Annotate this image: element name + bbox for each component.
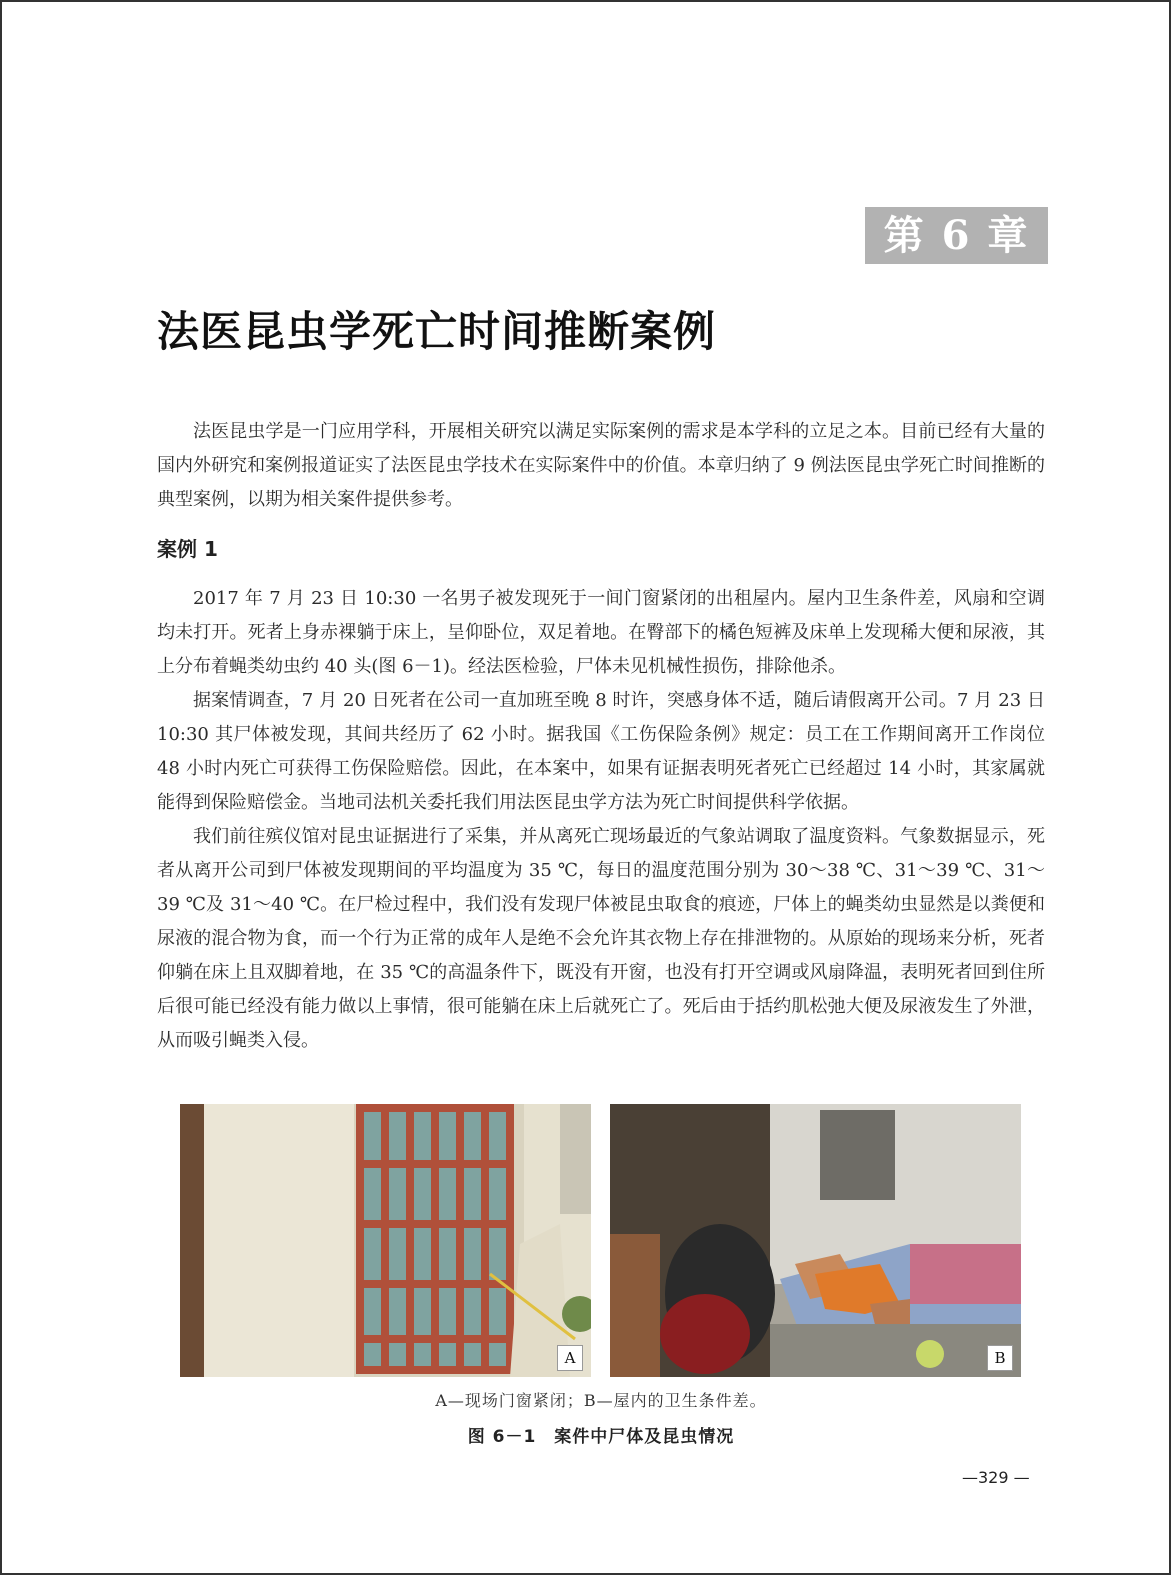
case-heading: 案例 1 [157,537,218,561]
intro-paragraph: 法医昆虫学是一门应用学科，开展相关研究以满足实际案例的需求是本学科的立足之本。目前已经有大量的国内外研究和案例报道证实了法医昆虫学技术在实际案件中的价值。本章归纳了 9 例法医昆虫学死亡时间推断的典型案例，以期为相关案件提供参考。 [157,421,1045,510]
chapter-title: 法医昆虫学死亡时间推断案例 [157,307,717,356]
case-paragraph: 据案情调查，7 月 20 日死者在公司一直加班至晚 8 时许，突感身体不适，随后请假离开公司。7 月 23 日 10:30 其尸体被发现，其间共经历了 62 小时。据我国《工伤保险条例》规定：员工在工作期间离开工作岗位 48 小时内死亡可获得工伤保险赔偿。因此，在本案中，如果有证据表明死者死亡已经超过 14 小时，其家属就能得到保险赔偿金。当地司法机关委托我们用法医昆虫学方法为死亡时间提供科学依据。 [157,690,1045,813]
figure-title: 图 6－1 案件中尸体及昆虫情况 [467,1427,735,1447]
panel-a-label: A [557,1345,583,1371]
page-number: —329 — [962,1468,1030,1487]
chapter-badge: 第 6 章 [865,207,1048,264]
room-scene-illustration [610,1104,1021,1377]
figure-caption: A—现场门窗紧闭；B—屋内的卫生条件差。 [435,1391,767,1410]
window-scene-illustration [180,1104,591,1377]
intro-section [157,415,1045,517]
case-body [157,582,1045,1058]
panel-b-label: B [987,1345,1013,1371]
figure-photo-a [180,1104,591,1377]
figure-photo-b [610,1104,1021,1377]
case-paragraph: 我们前往殡仪馆对昆虫证据进行了采集，并从离死亡现场最近的气象站调取了温度资料。气象数据显示，死者从离开公司到尸体被发现期间的平均温度为 35 ℃，每日的温度范围分别为 30～38 ℃、31～39 ℃、31～39 ℃及 31～40 ℃。在尸检过程中，我们没有发现尸体被昆虫取食的痕迹，尸体上的蝇类幼虫显然是以粪便和尿液的混合物为食，而一个行为正常的成年人是绝不会允许其衣物上存在排泄物的。从原始的现场来分析，死者仰躺在床上且双脚着地，在 35 ℃的高温条件下，既没有开窗，也没有打开空调或风扇降温，表明死者回到住所后很可能已经没有能力做以上事情，很可能躺在床上后就死亡了。死后由于括约肌松弛大便及尿液发生了外泄，从而吸引蝇类入侵。 [157,826,1046,1051]
case-paragraph: 2017 年 7 月 23 日 10:30 一名男子被发现死于一间门窗紧闭的出租屋内。屋内卫生条件差，风扇和空调均未打开。死者上身赤裸躺于床上，呈仰卧位，双足着地。在臀部下的橘色短裤及床单上发现稀大便和尿液，其上分布着蝇类幼虫约 40 头(图 6－1)。经法医检验，尸体未见机械性损伤，排除他杀。 [157,588,1045,677]
